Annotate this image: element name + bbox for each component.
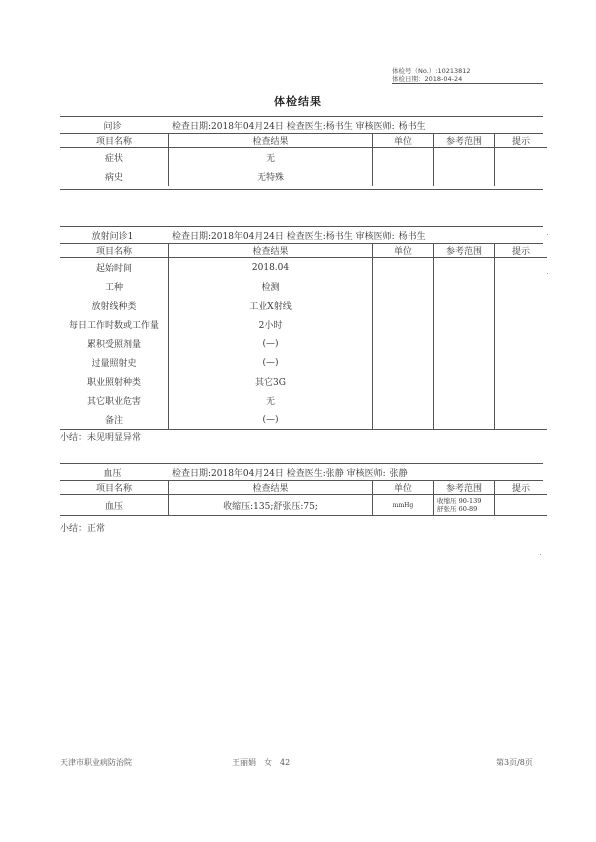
col-range: 参考范围 — [434, 244, 495, 258]
cell-hint — [495, 148, 548, 168]
cell-result: 2小时 — [169, 315, 373, 334]
cell-hint — [495, 372, 548, 391]
cell-unit — [373, 296, 434, 315]
cell-range — [434, 372, 495, 391]
cell-range — [434, 258, 495, 278]
cell-unit — [373, 258, 434, 278]
cell-range — [434, 296, 495, 315]
section-header — [60, 463, 543, 481]
result-table — [60, 134, 547, 186]
cell-item: 起始时间 — [60, 258, 169, 278]
cell-unit: mmHg — [373, 495, 434, 516]
cell-item: 累积受照剂量 — [60, 334, 169, 353]
scan-speck — [547, 234, 548, 235]
table-row — [60, 410, 547, 430]
col-unit: 单位 — [373, 134, 434, 148]
table-header-row — [60, 481, 547, 495]
cell-item: 血压 — [60, 495, 169, 516]
cell-unit — [373, 334, 434, 353]
scan-speck — [547, 273, 548, 274]
scan-speck — [540, 554, 541, 555]
cell-result: 检测 — [169, 277, 373, 296]
footer-page-number: 第3页/8页 — [496, 758, 533, 767]
table-row — [60, 315, 547, 334]
col-hint: 提示 — [495, 481, 548, 495]
cell-unit — [373, 353, 434, 372]
col-range: 参考范围 — [434, 481, 495, 495]
col-range: 参考范围 — [434, 134, 495, 148]
exam-date: 体检日期：2018-04-24 — [392, 75, 463, 83]
result-table — [60, 244, 547, 430]
reviewer-name: 杨书生 — [398, 122, 426, 132]
cell-item: 工种 — [60, 277, 169, 296]
section-inquiry — [60, 116, 543, 186]
result-table — [60, 481, 547, 516]
range-diastolic: 舒张压 60-89 — [437, 505, 478, 513]
cell-unit — [373, 410, 434, 430]
cell-item: 每日工作时数或工作量 — [60, 315, 169, 334]
table-row — [60, 277, 547, 296]
cell-unit — [373, 148, 434, 168]
cell-result: 2018.04 — [169, 258, 373, 278]
col-item: 项目名称 — [60, 481, 169, 495]
section-info — [172, 119, 426, 132]
cell-hint — [495, 495, 548, 516]
section-blood-pressure — [60, 463, 543, 516]
cell-item: 其它职业危害 — [60, 391, 169, 410]
table-row — [60, 334, 547, 353]
table-header-row — [60, 244, 547, 258]
section-name: 血压 — [103, 469, 122, 479]
cell-hint — [495, 353, 548, 372]
col-hint: 提示 — [495, 244, 548, 258]
section-summary: 小结：未见明显异常 — [60, 433, 142, 443]
range-systolic: 收缩压 90-139 — [437, 497, 482, 505]
reviewer-name: 张静 — [389, 469, 408, 479]
cell-hint — [495, 258, 548, 278]
cell-item: 症状 — [60, 148, 169, 168]
section-info — [172, 466, 408, 479]
cell-hint — [495, 277, 548, 296]
table-row — [60, 148, 547, 168]
cell-hint — [495, 315, 548, 334]
cell-unit — [373, 277, 434, 296]
cell-result: 其它3G — [169, 372, 373, 391]
cell-result: 收缩压:135;舒张压:75; — [169, 495, 373, 516]
cell-range — [434, 148, 495, 168]
col-result: 检查结果 — [169, 134, 373, 148]
cell-item: 职业照射种类 — [60, 372, 169, 391]
cell-range — [434, 167, 495, 186]
col-result: 检查结果 — [169, 481, 373, 495]
footer-patient: 王丽娟 女 42 — [232, 758, 291, 767]
table-header-row — [60, 134, 547, 148]
section-rule — [60, 189, 543, 190]
col-hint: 提示 — [495, 134, 548, 148]
table-row — [60, 258, 547, 278]
section-header — [60, 226, 543, 244]
cell-unit — [373, 315, 434, 334]
section-radiation-inquiry — [60, 226, 543, 430]
cell-hint — [495, 410, 548, 430]
cell-range — [434, 334, 495, 353]
cell-item: 病史 — [60, 167, 169, 186]
cell-unit — [373, 372, 434, 391]
footer-organization: 天津市职业病防治院 — [60, 758, 132, 767]
cell-result: 无 — [169, 391, 373, 410]
cell-range — [434, 391, 495, 410]
cell-hint — [495, 391, 548, 410]
cell-result: (—) — [169, 353, 373, 372]
section-header — [60, 116, 543, 134]
section-info-text: 检查日期:2018年04月24日 检查医生:张静 审核医师: — [172, 469, 386, 479]
section-name: 问诊 — [103, 122, 122, 132]
section-info — [172, 229, 426, 242]
table-row — [60, 372, 547, 391]
cell-result: 工业X射线 — [169, 296, 373, 315]
page-title: 体检结果 — [274, 95, 322, 108]
section-summary: 小结：正常 — [60, 524, 106, 534]
table-row — [60, 495, 547, 516]
table-row — [60, 296, 547, 315]
cell-range — [434, 410, 495, 430]
cell-range — [434, 495, 495, 516]
table-row — [60, 353, 547, 372]
table-row — [60, 391, 547, 410]
cell-result: (—) — [169, 334, 373, 353]
col-item: 项目名称 — [60, 244, 169, 258]
section-info-text: 检查日期:2018年04月24日 检查医生:杨书生 审核医师: — [172, 122, 395, 132]
cell-range — [434, 277, 495, 296]
cell-item: 备注 — [60, 410, 169, 430]
col-result: 检查结果 — [169, 244, 373, 258]
exam-number: 体检号（No.）:10213812 — [392, 67, 471, 75]
section-info-text: 检查日期:2018年04月24日 检查医生:杨书生 审核医师: — [172, 232, 395, 242]
cell-range — [434, 315, 495, 334]
cell-unit — [373, 391, 434, 410]
cell-result: (—) — [169, 410, 373, 430]
cell-result: 无 — [169, 148, 373, 168]
col-unit: 单位 — [373, 244, 434, 258]
cell-hint — [495, 334, 548, 353]
section-name: 放射问诊1 — [91, 232, 134, 242]
cell-hint — [495, 296, 548, 315]
col-item: 项目名称 — [60, 134, 169, 148]
col-unit: 单位 — [373, 481, 434, 495]
cell-range — [434, 353, 495, 372]
reviewer-name: 杨书生 — [398, 232, 426, 242]
table-row — [60, 167, 547, 186]
cell-hint — [495, 167, 548, 186]
cell-unit — [373, 167, 434, 186]
cell-item: 放射线种类 — [60, 296, 169, 315]
header-rule — [392, 83, 543, 84]
cell-result: 无特殊 — [169, 167, 373, 186]
cell-item: 过量照射史 — [60, 353, 169, 372]
